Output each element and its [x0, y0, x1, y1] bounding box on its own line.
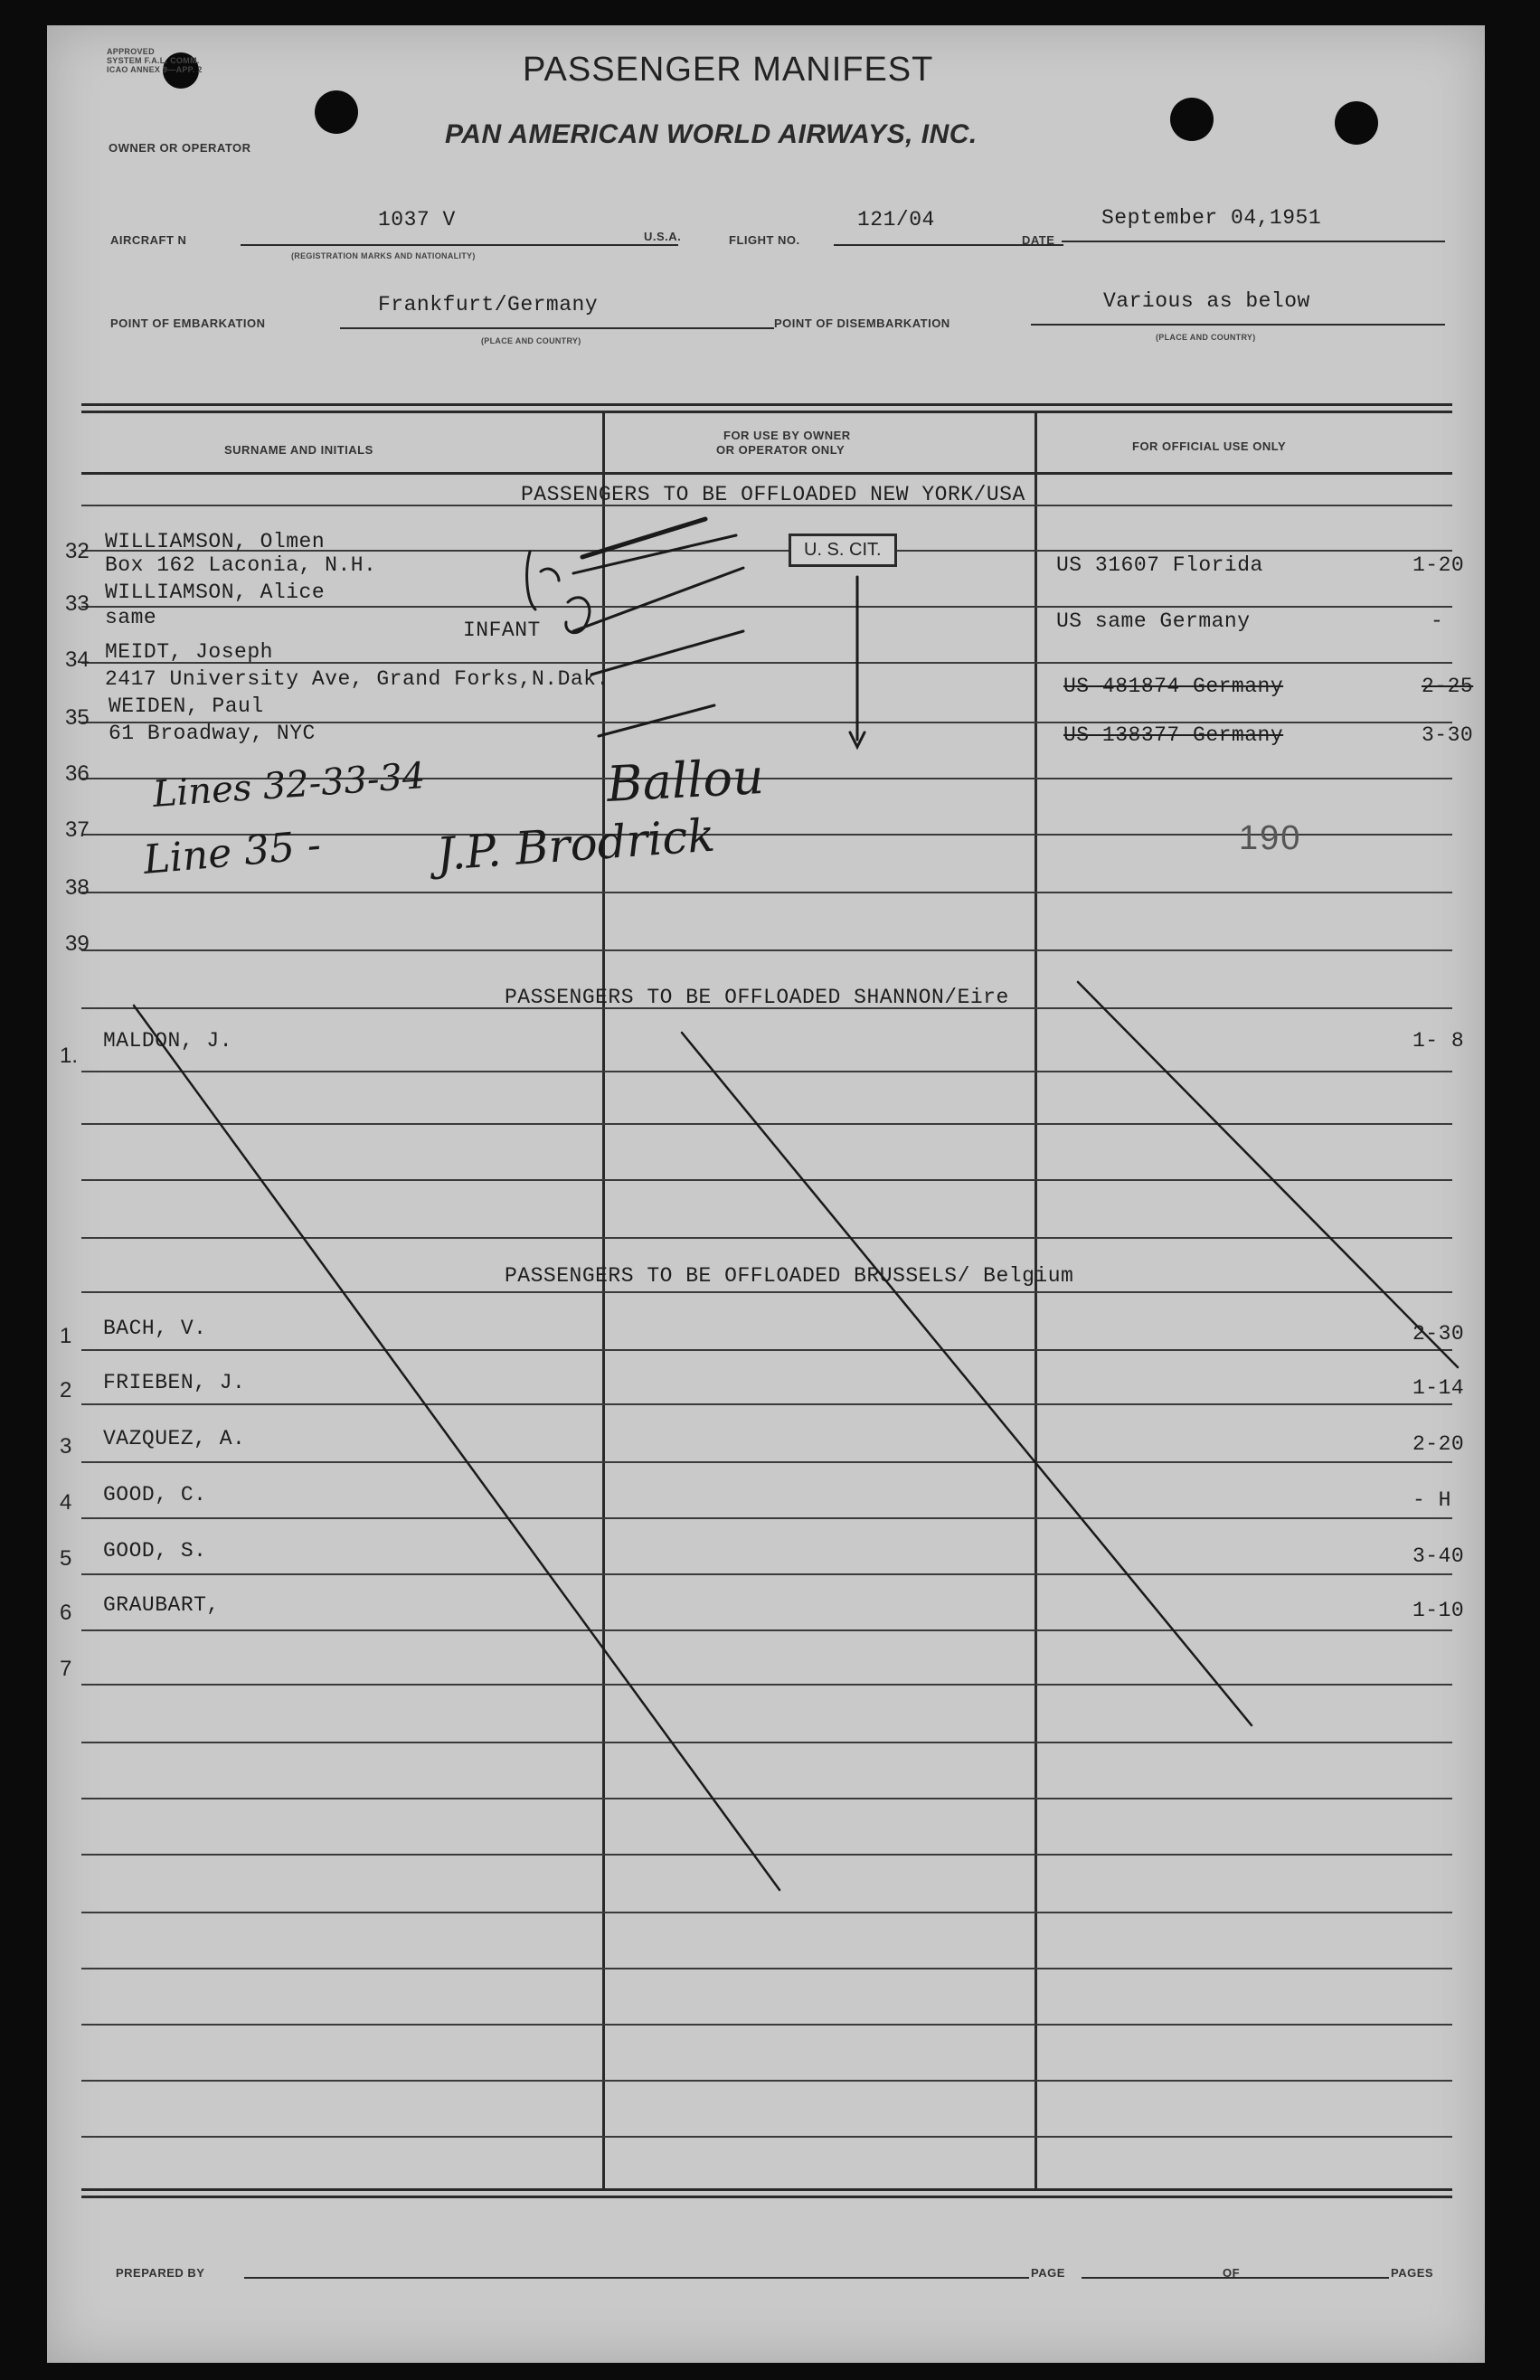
nationality-label: U.S.A. [644, 230, 682, 243]
row-number: 1 [60, 1324, 72, 1348]
diagonal-line [682, 1033, 1252, 1725]
handwritten-check [527, 552, 559, 609]
passenger-name: FRIEBEN, J. [103, 1371, 246, 1394]
row-number: 7 [60, 1657, 72, 1681]
page-title: PASSENGER MANIFEST [523, 51, 934, 89]
passenger-name: GOOD, S. [103, 1539, 207, 1563]
page-label: PAGE [1031, 2266, 1065, 2280]
column-header-owner: FOR USE BY OWNER [723, 429, 851, 442]
row-code: 1-14 [1412, 1376, 1465, 1400]
official-entry: US 138377 Germany [1063, 723, 1284, 747]
column-header-official: FOR OFFICIAL USE ONLY [1132, 439, 1287, 453]
passenger-address: same [105, 606, 157, 629]
passenger-name: WEIDEN, Paul [109, 694, 264, 718]
approval-line: SYSTEM F.A.L. COMM. [107, 56, 200, 65]
row-number: 32 [65, 539, 90, 563]
passenger-name: VAZQUEZ, A. [103, 1427, 246, 1450]
flight-value: 121/04 [857, 208, 935, 231]
row-number: 5 [60, 1546, 72, 1571]
section-heading-new-york: PASSENGERS TO BE OFFLOADED NEW YORK/USA [521, 483, 1025, 506]
row-number: 3 [60, 1434, 72, 1459]
aircraft-label: AIRCRAFT N [110, 233, 187, 247]
passenger-name: WILLIAMSON, Alice [105, 581, 326, 604]
strike-mark [573, 568, 743, 631]
diagonal-line [1078, 982, 1458, 1367]
approval-line: ICAO ANNEX 9—APP. 2 [107, 65, 203, 74]
column-header-surname: SURNAME AND INITIALS [224, 443, 373, 457]
stamped-number: 190 [1239, 819, 1302, 857]
row-number: 2 [60, 1378, 72, 1402]
passenger-address: Box 162 Laconia, N.H. [105, 553, 377, 577]
official-entry: US same Germany [1056, 609, 1251, 633]
row-code: - H [1412, 1488, 1451, 1512]
strike-mark [599, 705, 714, 736]
of-label: OF [1223, 2266, 1241, 2280]
handwritten-note: Lines 32-33-34 [151, 755, 427, 816]
row-code: - [1431, 609, 1444, 633]
row-number: 38 [65, 875, 90, 900]
section-heading-shannon: PASSENGERS TO BE OFFLOADED SHANNON/Eire [505, 986, 1009, 1009]
embark-sublabel: (PLACE AND COUNTRY) [481, 336, 581, 345]
row-code: 2-25 [1422, 675, 1474, 698]
owner-label: OWNER OR OPERATOR [109, 141, 251, 155]
stamp-text: U. S. CIT. [804, 540, 882, 560]
column-header-owner: OR OPERATOR ONLY [716, 443, 846, 457]
aircraft-value: 1037 V [378, 208, 456, 231]
aircraft-sublabel: (REGISTRATION MARKS AND NATIONALITY) [291, 251, 476, 260]
infant-note: INFANT [463, 619, 541, 642]
passenger-name: WILLIAMSON, Olmen [105, 530, 326, 553]
passenger-address: 61 Broadway, NYC [109, 722, 316, 745]
row-number: 34 [65, 647, 90, 672]
handwritten-signature: Ballou [605, 747, 766, 813]
date-value: September 04,1951 [1101, 206, 1322, 230]
row-number: 33 [65, 591, 90, 616]
row-number: 36 [65, 761, 90, 786]
section-heading-brussels: PASSENGERS TO BE OFFLOADED BRUSSELS/ Belgium [505, 1264, 1074, 1288]
row-number: 4 [60, 1490, 72, 1515]
row-code: 1- 8 [1412, 1029, 1465, 1053]
strike-mark [591, 631, 743, 675]
row-code: 2-20 [1412, 1432, 1465, 1456]
passenger-address: 2417 University Ave, Grand Forks,N.Dak. [105, 667, 609, 691]
pages-label: PAGES [1391, 2266, 1434, 2280]
row-code: 3-40 [1412, 1544, 1465, 1568]
handwritten-note: Line 35 - [141, 822, 323, 883]
row-code: 1-10 [1412, 1599, 1465, 1622]
flight-label: FLIGHT NO. [729, 233, 800, 247]
row-code: 1-20 [1412, 553, 1465, 577]
diagonal-line [134, 1006, 779, 1890]
passenger-name: MEIDT, Joseph [105, 640, 273, 664]
passenger-name: GOOD, C. [103, 1483, 207, 1506]
official-entry: US 31607 Florida [1056, 553, 1263, 577]
row-number: 35 [65, 705, 90, 730]
embark-label: POINT OF EMBARKATION [110, 316, 266, 330]
disembark-label: POINT OF DISEMBARKATION [774, 316, 950, 330]
manifest-sheet [47, 25, 1485, 2363]
strike-mark [582, 519, 705, 557]
handwritten-signature: J.P. Brodrick [434, 808, 717, 881]
handwriting-overlay [47, 25, 1485, 2363]
disembark-value: Various as below [1103, 289, 1310, 313]
disembark-sublabel: (PLACE AND COUNTRY) [1156, 333, 1256, 342]
date-label: DATE [1022, 233, 1055, 247]
official-entry: US 481874 Germany [1063, 675, 1284, 698]
row-code: 2-30 [1412, 1322, 1465, 1346]
prepared-by-label: PREPARED BY [116, 2266, 205, 2280]
row-number: 39 [65, 931, 90, 956]
row-number: 6 [60, 1601, 72, 1625]
passenger-name: MALDON, J. [103, 1029, 233, 1053]
passenger-name: GRAUBART, [103, 1593, 220, 1617]
passenger-name: BACH, V. [103, 1317, 207, 1340]
row-number: 1. [60, 1044, 79, 1068]
row-number: 37 [65, 817, 90, 842]
operator-name: PAN AMERICAN WORLD AIRWAYS, INC. [445, 119, 978, 149]
approval-line: APPROVED [107, 47, 155, 56]
embark-value: Frankfurt/Germany [378, 293, 599, 316]
row-code: 3-30 [1422, 723, 1474, 747]
